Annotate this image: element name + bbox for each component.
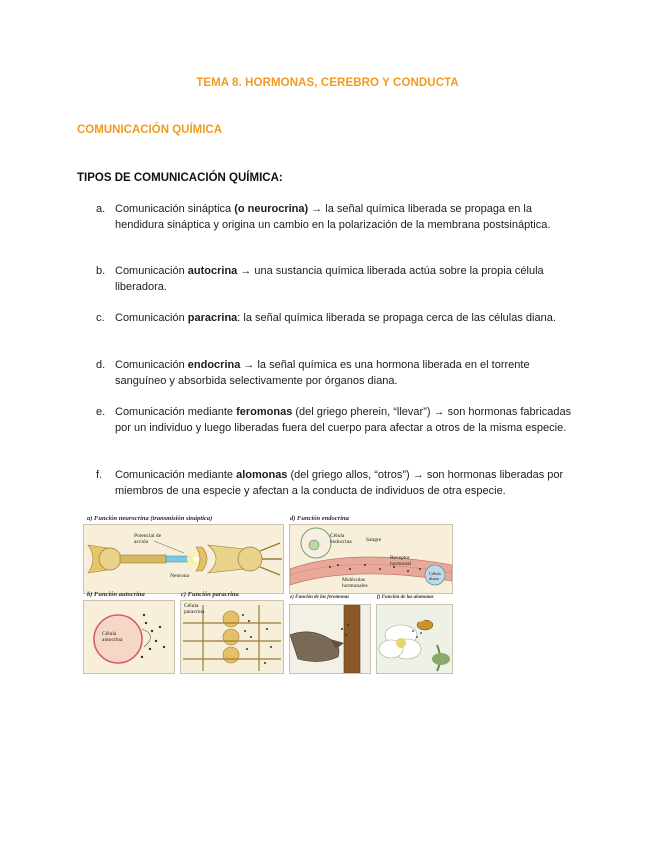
panel-d-caption: d) Función endocrina: [290, 515, 349, 522]
list-item: c. Comunicación paracrina: la señal química liberada se propaga cerca de las células diana.: [96, 312, 556, 324]
label-hormone-molecules: Moléculas hormonales: [342, 577, 368, 589]
subheading: TIPOS DE COMUNICACIÓN QUÍMICA:: [77, 172, 283, 184]
panel-pheromones: [289, 604, 371, 674]
label-hormone-receptor: Receptor hormonal: [390, 555, 412, 567]
panel-paracrine: [180, 600, 284, 674]
page-title: TEMA 8. HORMONAS, CEREBRO Y CONDUCTA: [196, 77, 459, 89]
label-endocrine-cell: Célula endocrina: [330, 533, 352, 545]
label-autocrine-cell: Célula autocrina: [102, 631, 123, 643]
chemical-communication-figure: [83, 513, 459, 675]
panel-a-caption: a) Función neurocrina (transmisión sináptica): [87, 515, 213, 522]
list-item: a. Comunicación sináptica (o neurocrina) → la señal química liberada se propaga en la hendidura sináptica y origina un cambio en la polarización de la membrana postsináptica.: [96, 203, 551, 231]
allomones-illustration: [377, 605, 452, 673]
list-item: f. Comunicación mediante alomonas (del griego allos, “otros”) → son hormonas liberadas por miembros de una especie y afectan a la conducta de individuos de otra especie.: [96, 469, 564, 497]
pheromones-illustration: [290, 605, 370, 673]
label-neuron: Neurona: [170, 573, 189, 579]
label-paracrine-cell: Célula paracrina: [184, 603, 205, 615]
panel-autocrine: [83, 600, 175, 674]
panel-b-caption: b) Función autocrina: [87, 591, 145, 598]
panel-neurocrine: [83, 524, 284, 594]
panel-allomones: [376, 604, 453, 674]
panel-e-caption: e) Función de las feromonas: [290, 595, 350, 600]
neurocrine-illustration: [84, 525, 283, 593]
panel-c-caption: c) Función paracrina: [181, 591, 239, 598]
label-target-cell: Célula diana: [429, 571, 441, 581]
list-item: d. Comunicación endocrina → la señal química es una hormona liberada en el torrente sanguíneo y absorbida selectivamente por órganos diana.: [96, 359, 530, 387]
section-heading: COMUNICACIÓN QUÍMICA: [77, 124, 223, 136]
communication-types-list: [96, 202, 576, 499]
list-item: b. Comunicación autocrina → una sustancia química liberada actúa sobre la propia célula liberadora.: [96, 265, 544, 293]
panel-f-caption: f) Función de las alomonas: [377, 595, 434, 600]
label-action-potential: Potencial de acción: [134, 533, 162, 545]
label-blood: Sangre: [366, 537, 382, 543]
panel-endocrine: [289, 524, 453, 594]
list-item: e. Comunicación mediante feromonas (del griego pherein, “llevar”) → son hormonas fabricadas por un individuo y luego liberadas fuera del cuerpo para afectar a otros de la misma especie.: [96, 406, 572, 434]
